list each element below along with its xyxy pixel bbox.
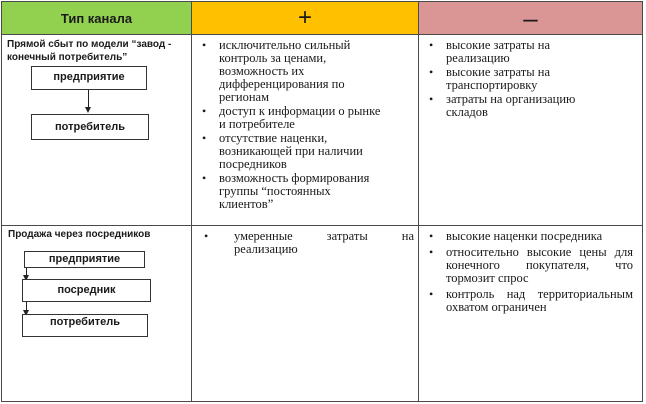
diagram-box-enterprise: предприятие: [24, 251, 145, 268]
list-item: • доступ к информации о рынке и потребителе: [198, 105, 384, 131]
row2-disadvantages-list: [425, 230, 633, 315]
row1-disadvantages-cell: [418, 34, 643, 226]
diagram-box-consumer: потребитель: [31, 114, 149, 140]
header-disadvantages: –: [418, 1, 643, 35]
row2-disadvantages-cell: [418, 225, 643, 402]
list-item: • высокие наценки посредника: [425, 230, 633, 243]
row1-disadvantages-list: [425, 39, 611, 120]
list-item: • относительно высокие цены для конечного покупателя, что тормозит спрос: [425, 246, 633, 285]
row1-channel-title: Прямой сбыт по модели “завод - конечный потребитель”: [7, 39, 172, 63]
list-item: • высокие затраты на реализацию: [425, 39, 611, 65]
diagram-box-consumer: потребитель: [22, 314, 148, 337]
row2-channel-title: Продажа через посредников: [8, 229, 151, 240]
list-item: • высокие затраты на транспортировку: [425, 66, 611, 92]
header-advantages: +: [191, 1, 419, 35]
diagram-arrow: [88, 90, 89, 108]
list-item: • умеренные затраты на реализацию: [200, 230, 414, 256]
diagram-box-intermediary: посредник: [22, 279, 151, 302]
list-item: • возможность формирования группы “постоянных клиентов”: [198, 172, 384, 211]
row1-channel-cell: [1, 34, 192, 226]
list-item: • отсутствие наценки, возникающей при наличии посредников: [198, 132, 384, 171]
row1-advantages-list: [198, 39, 384, 212]
header-channel-type: Тип канала: [1, 1, 192, 35]
row2-advantages-cell: [191, 225, 419, 402]
row1-advantages-cell: [191, 34, 419, 226]
list-item: • исключительно сильный контроль за ценами, возможность их дифференцирования по регионам: [198, 39, 384, 104]
row2-advantages-list: [200, 230, 414, 257]
diagram-box-enterprise: предприятие: [31, 66, 147, 90]
list-item: • контроль над территориальным охватом ограничен: [425, 288, 633, 314]
row2-channel-cell: [1, 225, 192, 402]
arrow-head-icon: [85, 107, 91, 113]
list-item: • затраты на организацию складов: [425, 93, 611, 119]
